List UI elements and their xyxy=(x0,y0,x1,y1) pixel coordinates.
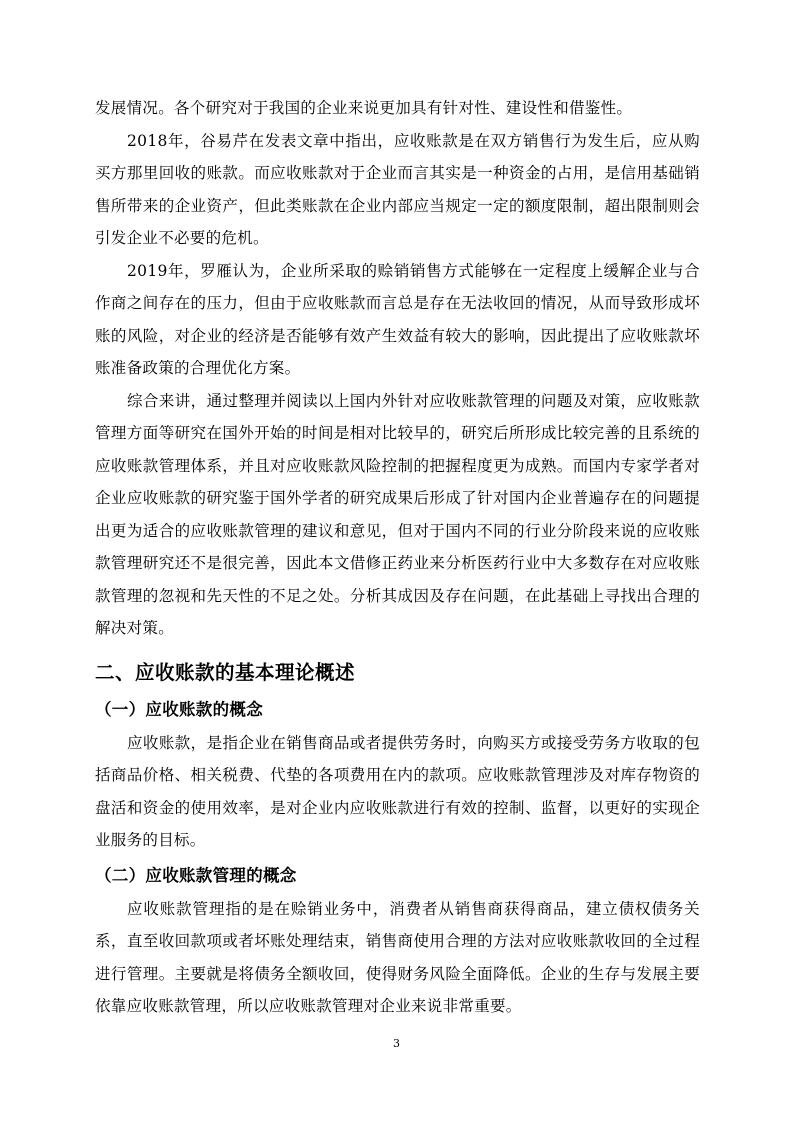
paragraph-2018-gu: 2018年，谷易芹在发表文章中指出，应收账款是在双方销售行为发生后，应从购买方那里回收的账款。而应收账款对于企业而言其实是一种资金的占用，是信用基础销售所带来的企业资产，但此类账款在企业内部应当规定一定的额度限制，超出限制则会引发企业不必要的危机。 xyxy=(95,131,700,247)
paragraph-receivables-concept: 应收账款，是指企业在销售商品或者提供劳务时，向购买方或接受劳务方收取的包括商品价格、相关税费、代垫的各项费用在内的款项。应收账款管理涉及对库存物资的盘活和资金的使用效率，是对企业内应收账款进行有效的控制、监督，以更好的实现企业服务的目标。 xyxy=(95,733,700,849)
subsection-heading-concept: （一）应收账款的概念 xyxy=(95,699,263,719)
paragraph-management-concept: 应收账款管理指的是在赊销业务中，消费者从销售商获得商品，建立债权债务关系，直至收回款项或者坏账处理结束，销售商使用合理的方法对应收账款收回的全过程进行管理。主要就是将债务全额收回，使得财务风险全面降低。企业的生存与发展主要依靠应收账款管理，所以应收账款管理对企业来说非常重要。 xyxy=(95,899,700,1015)
paragraph-2019-luo: 2019年，罗雁认为，企业所采取的赊销销售方式能够在一定程度上缓解企业与合作商之间存在的压力，但由于应收账款而言总是存在无法收回的情况，从而导致形成坏账的风险，对企业的经济是否能够有效产生效益有较大的影响，因此提出了应收账款坏账准备政策的合理优化方案。 xyxy=(95,261,700,377)
subsection-heading-management: （二）应收账款管理的概念 xyxy=(95,865,297,885)
page-content xyxy=(95,92,700,1023)
paragraph-summary: 综合来讲，通过整理并阅读以上国内外针对应收账款管理的问题及对策，应收账款管理方面等研究在国外开始的时间是相对比较早的，研究后所形成比较完善的且系统的应收账款管理体系，并且对应收账款风险控制的把握程度更为成熟。而国内专家学者对企业应收账款的研究鉴于国外学者的研究成果后形成了针对国内企业普遍存在的问题提出更为适合的应收账款管理的建议和意见，但对于国内不同的行业分阶段来说的应收账款管理研究还不是很完善，因此本文借修正药业来分析医药行业中大多数存在对应收账款管理的忽视和先天性的不足之处。分析其成因及存在问题，在此基础上寻找出合理的解决对策。 xyxy=(95,391,700,637)
page-number: 3 xyxy=(393,1037,400,1050)
paragraph-continuation: 发展情况。各个研究对于我国的企业来说更加具有针对性、建设性和借鉴性。 xyxy=(95,99,633,117)
section-heading: 二、应收账款的基本理论概述 xyxy=(95,660,356,684)
